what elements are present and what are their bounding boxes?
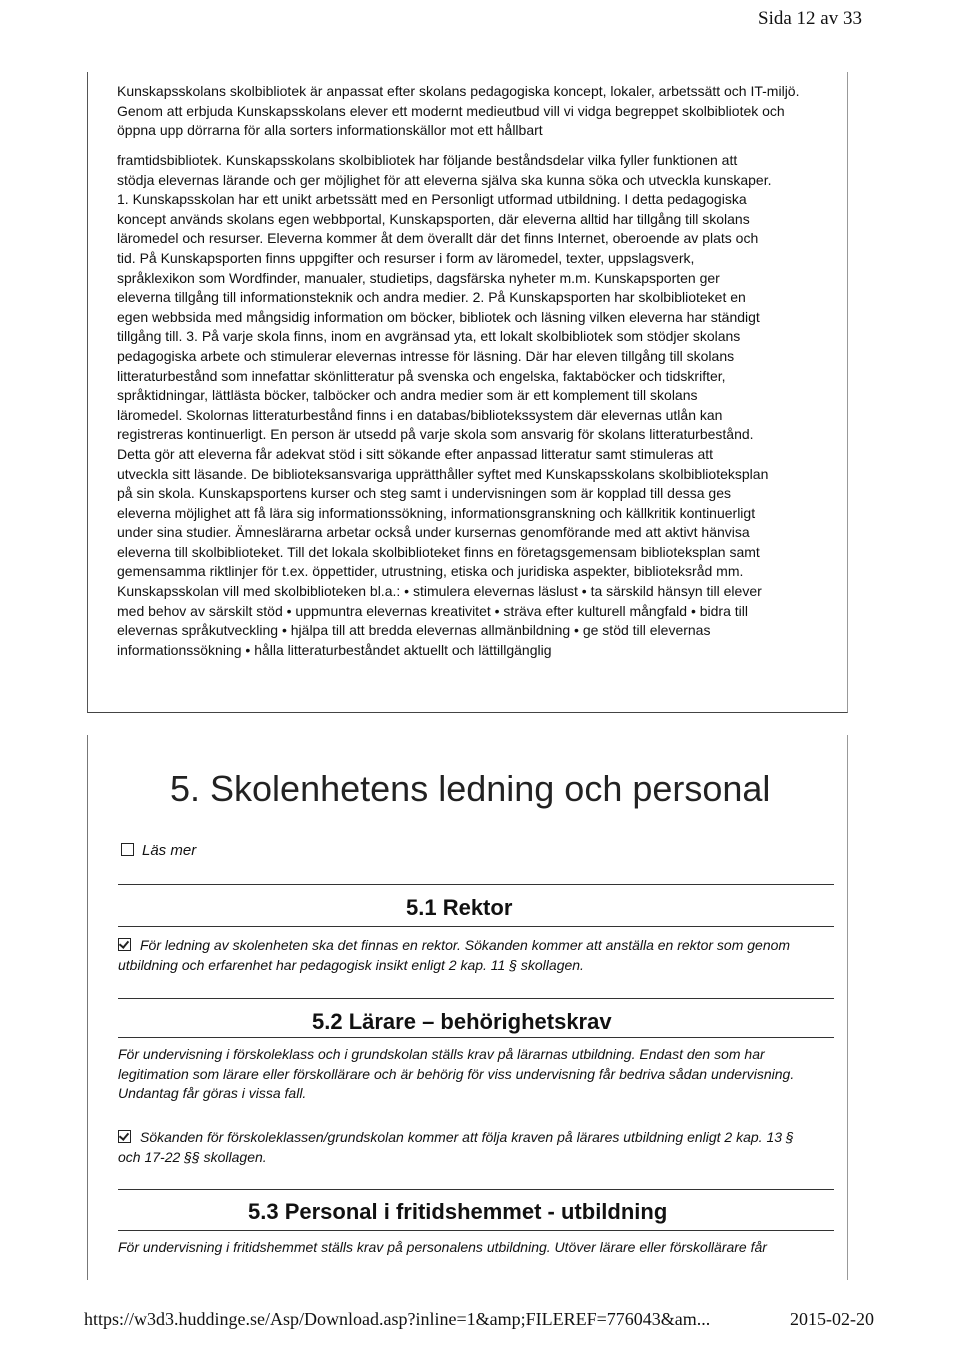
divider — [118, 884, 834, 885]
read-more-checkbox[interactable] — [121, 843, 134, 856]
footer-date: 2015-02-20 — [790, 1309, 874, 1329]
personal-text: För undervisning i fritidshemmet ställs krav på personalens utbildning. Utöver lärare eller förskollärare får — [118, 1239, 767, 1255]
divider — [118, 1230, 834, 1231]
footer-url: https://w3d3.huddinge.se/Asp/Download.asp?inline=1&amp;FILEREF=776043&am... — [84, 1309, 711, 1329]
larare-heading: 5.2 Lärare – behörighetskrav — [312, 1009, 612, 1034]
larare-note-text: Sökanden för förskoleklassen/grundskolan kommer att följa kraven på lärares utbildning enligt 2 kap. 13 § och 17-22 §§ skollagen. — [118, 1129, 794, 1165]
divider — [118, 1189, 834, 1190]
divider — [118, 1037, 834, 1038]
rektor-checkbox[interactable] — [118, 938, 131, 951]
library-paragraph: framtidsbibliotek. Kunskapsskolans skolbibliotek har följande beståndsdelar vilka fyller funktionen att stödja elevernas lärande och ger möjlighet för att eleverna själva ska kunna söka och utveckla kunskaper. 1. Kunskapsskolan har ett unikt arbetssätt med en Personligt utformad utbildning. I detta pedagogiska koncept används skolans egen webbportal, Kunskapsporten, där eleverna alltid har tillgång till skolans läromedel och resurser. Eleverna kommer åt dem överallt där det finns Internet, oberoende av plats och tid. På Kunskapsporten finns uppgifter och resurser i form av läromedel, texter, uppslagsverk, språklexikon som Wordfinder, manualer, studietips, dagsfärska nyheter m.m. Kunskapsporten ger eleverna tillgång till informationsteknik och andra medier. 2. På Kunskapsporten har skolbiblioteket en egen webbsida med mångsidig information om böcker, bibliotek och läsning vilken eleverna har ständigt tillgång till. 3. På varje skola finns, inom en avgränsad yta, ett lokalt skolbibliotek som stödjer skolans pedagogiska arbete och stimulerar elevernas intresse för läsning. Där har eleven tillgång till skolans litteraturbestånd som innefattar skönlitteratur på svenska och engelska, faktaböcker och tidskrifter, språktidningar, lättlästa böcker, talböcker och andra medier som är ett komplement till skolans läromedel. Skolornas litteraturbestånd finns i en databas/bibliotekssystem där elevernas utlån kan registreras kontinuerligt. En person är utsedd på varje skola som ansvarig för skolans litteraturbestånd. Detta gör att eleverna får adekvat stöd i sitt sökande efter anpassad litteratur samt stimuleras att utveckla sitt läsande. De biblioteksansvariga upprätthåller syftet med Kunskapsskolans skolbiblioteksplan på sin skola. Kunskapsportens kurser och steg samt i undervisningen som är kopplad till dessa ges eleverna möjlighet att få lära sig informationssökning, informationsgranskning och källkritik kontinuerligt under sina studier. Ämneslärarna arbetar också under kursernas genomförande med att aktivt hänvisa eleverna till skolbiblioteket. Till det lokala skolbiblioteket finns en företagsgemensam biblioteksplan samt gemensamma riktlinjer för t.ex. öppettider, utrustning, etiska och juridiska aspekter, biblioteksråd mm. Kunskapsskolan vill med skolbiblioteken bl.a.: • stimulera elevernas läslust • ta särskild hänsyn till elever med behov av särskilt stöd • uppmuntra elevernas kreativitet • sträva efter kulturell mångfald • bidra till elevernas språkutveckling • hjälpa till att bredda elevernas allmänbildning • ge stöd till elevernas informationssökning • hålla litteraturbeståndet aktuellt och lättillgänglig — [117, 152, 772, 658]
read-more-toggle[interactable] — [121, 842, 196, 859]
section-heading: 5. Skolenhetens ledning och personal — [170, 768, 771, 809]
larare-note — [118, 1128, 818, 1167]
divider — [118, 998, 834, 999]
personal-heading: 5.3 Personal i fritidshemmet - utbildning — [248, 1199, 668, 1224]
rektor-note — [118, 936, 818, 975]
rektor-heading: 5.1 Rektor — [406, 895, 513, 920]
page-number: Sida 12 av 33 — [758, 8, 862, 29]
larare-checkbox[interactable] — [118, 1130, 131, 1143]
larare-text: För undervisning i förskoleklass och i grundskolan ställs krav på lärarnas utbildning. Endast den som har legitimation som lärare eller förskollärare och är behörig för viss undervisning får bedriva sådan undervisning. Undantag får göras i vissa fall. — [118, 1046, 795, 1101]
read-more-label: Läs mer — [142, 842, 197, 859]
rektor-note-text: För ledning av skolenheten ska det finnas en rektor. Sökanden kommer att anställa en rektor som genom utbildning och erfarenhet har pedagogisk insikt enligt 2 kap. 11 § skollagen. — [118, 937, 791, 973]
intro-paragraph: Kunskapsskolans skolbibliotek är anpassat efter skolans pedagogiska koncept, lokaler, arbetssätt och IT-miljö. Genom att erbjuda Kunskapsskolans elever ett modernt medieutbud vill vi vidga begreppet skolbibliotek och öppna upp dörrarna för alla sorters informationskällor mot ett hållbart — [117, 83, 800, 139]
divider — [118, 926, 834, 927]
